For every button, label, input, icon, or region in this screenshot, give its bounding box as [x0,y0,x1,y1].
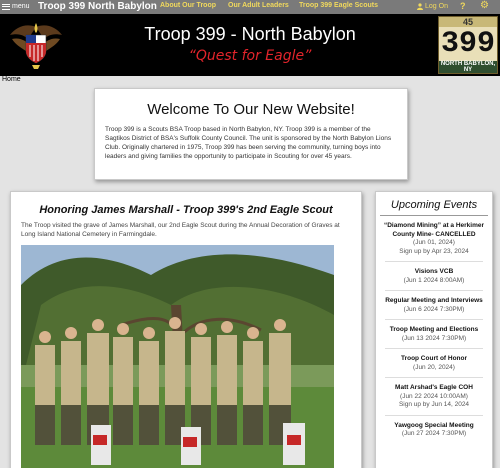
plate-small-text: 45 [439,17,497,27]
gear-icon[interactable]: ⚙ [480,0,489,11]
event-date: (Jun 13 2024 7:30PM) [401,334,467,342]
banner-tagline: “Quest for Eagle” [188,48,312,64]
event-divider [385,290,483,291]
nav-link-about[interactable]: About Our Troop [160,2,216,9]
event-divider [385,415,483,416]
nav-link-adult-leaders[interactable]: Our Adult Leaders [228,2,289,9]
event-date: (Jun 20, 2024) [413,363,455,371]
event-divider [385,377,483,378]
event-signup: Sign up by Apr 23, 2024 [399,247,469,255]
events-divider [380,215,488,216]
banner-title: Troop 399 - North Babylon [144,24,356,44]
event-item[interactable] [376,384,492,416]
help-icon[interactable]: ? [460,1,466,11]
user-icon [417,3,423,10]
event-item[interactable] [376,422,492,439]
event-name[interactable]: Troop Meeting and Elections [389,326,479,333]
menu-label: menu [12,3,30,10]
welcome-body: Troop 399 is a Scouts BSA Troop based in North Babylon, NY. Troop 399 is a member of the Sagtikos District of BSA's Suffolk County Council. The unit is sponsored by the North Babylon Lions Club. Originally chartered in 1975, Troop 399 has been serving the community, turning boys into leaders and giving families the opportunity to participate in Scouting for over 45 years. [105,126,392,160]
event-item[interactable] [376,268,492,291]
event-date: (Jun 27 2024 7:30PM) [401,430,467,437]
menu-button[interactable] [2,3,30,10]
plate-number: 399 [440,27,495,61]
event-divider [385,319,483,320]
event-date: (Jun 1 2024 8:00AM) [403,276,465,284]
header-banner [0,14,500,76]
event-item[interactable] [376,297,492,320]
event-divider [385,261,483,262]
plate-place: NORTH BABYLON, NY [440,61,496,73]
event-item[interactable] [376,222,492,262]
troop-photo[interactable] [21,245,334,468]
article-card [10,191,362,468]
event-date: (Jun 01, 2024) [413,239,455,246]
hamburger-icon [2,4,10,10]
event-name[interactable]: Regular Meeting and Interviews [385,297,483,304]
event-name[interactable]: “Diamond Mining” at a Herkimer County Mine- CANCELLED [383,222,485,238]
site-name-link[interactable]: Troop 399 North Babylon [38,1,157,12]
event-name[interactable]: Visions VCB [414,268,454,275]
article-title[interactable]: Honoring James Marshall - Troop 399's 2nd Eagle Scout [39,204,333,216]
welcome-card [94,88,408,180]
event-signup: Sign up by Jun 14, 2024 [398,401,470,408]
license-plate-image [438,16,498,74]
event-date: (Jun 6 2024 7:30PM) [403,305,465,313]
breadcrumb-home[interactable]: Home [2,76,21,83]
login-button[interactable] [417,3,448,10]
top-nav-bar [0,0,500,14]
event-name[interactable]: Yawgoog Special Meeting [394,421,474,429]
nav-link-eagle-scouts[interactable]: Troop 399 Eagle Scouts [299,2,378,9]
events-card [375,191,493,468]
event-name[interactable]: Matt Arshad's Eagle COH [395,384,473,391]
event-item[interactable] [376,326,492,349]
login-label: Log On [425,3,448,10]
event-date: (Jun 22 2024 10:00AM) [400,392,468,400]
article-body: The Troop visited the grave of James Marshall, our 2nd Eagle Scout during the Annual Decoration of Graves at Long Island National Cemetery in Farmingdale. [21,222,340,238]
event-item[interactable] [376,355,492,378]
event-name[interactable]: Troop Court of Honor [400,355,468,362]
welcome-title: Welcome To Our New Website! [147,101,355,118]
event-divider [385,348,483,349]
events-title: Upcoming Events [390,199,478,211]
